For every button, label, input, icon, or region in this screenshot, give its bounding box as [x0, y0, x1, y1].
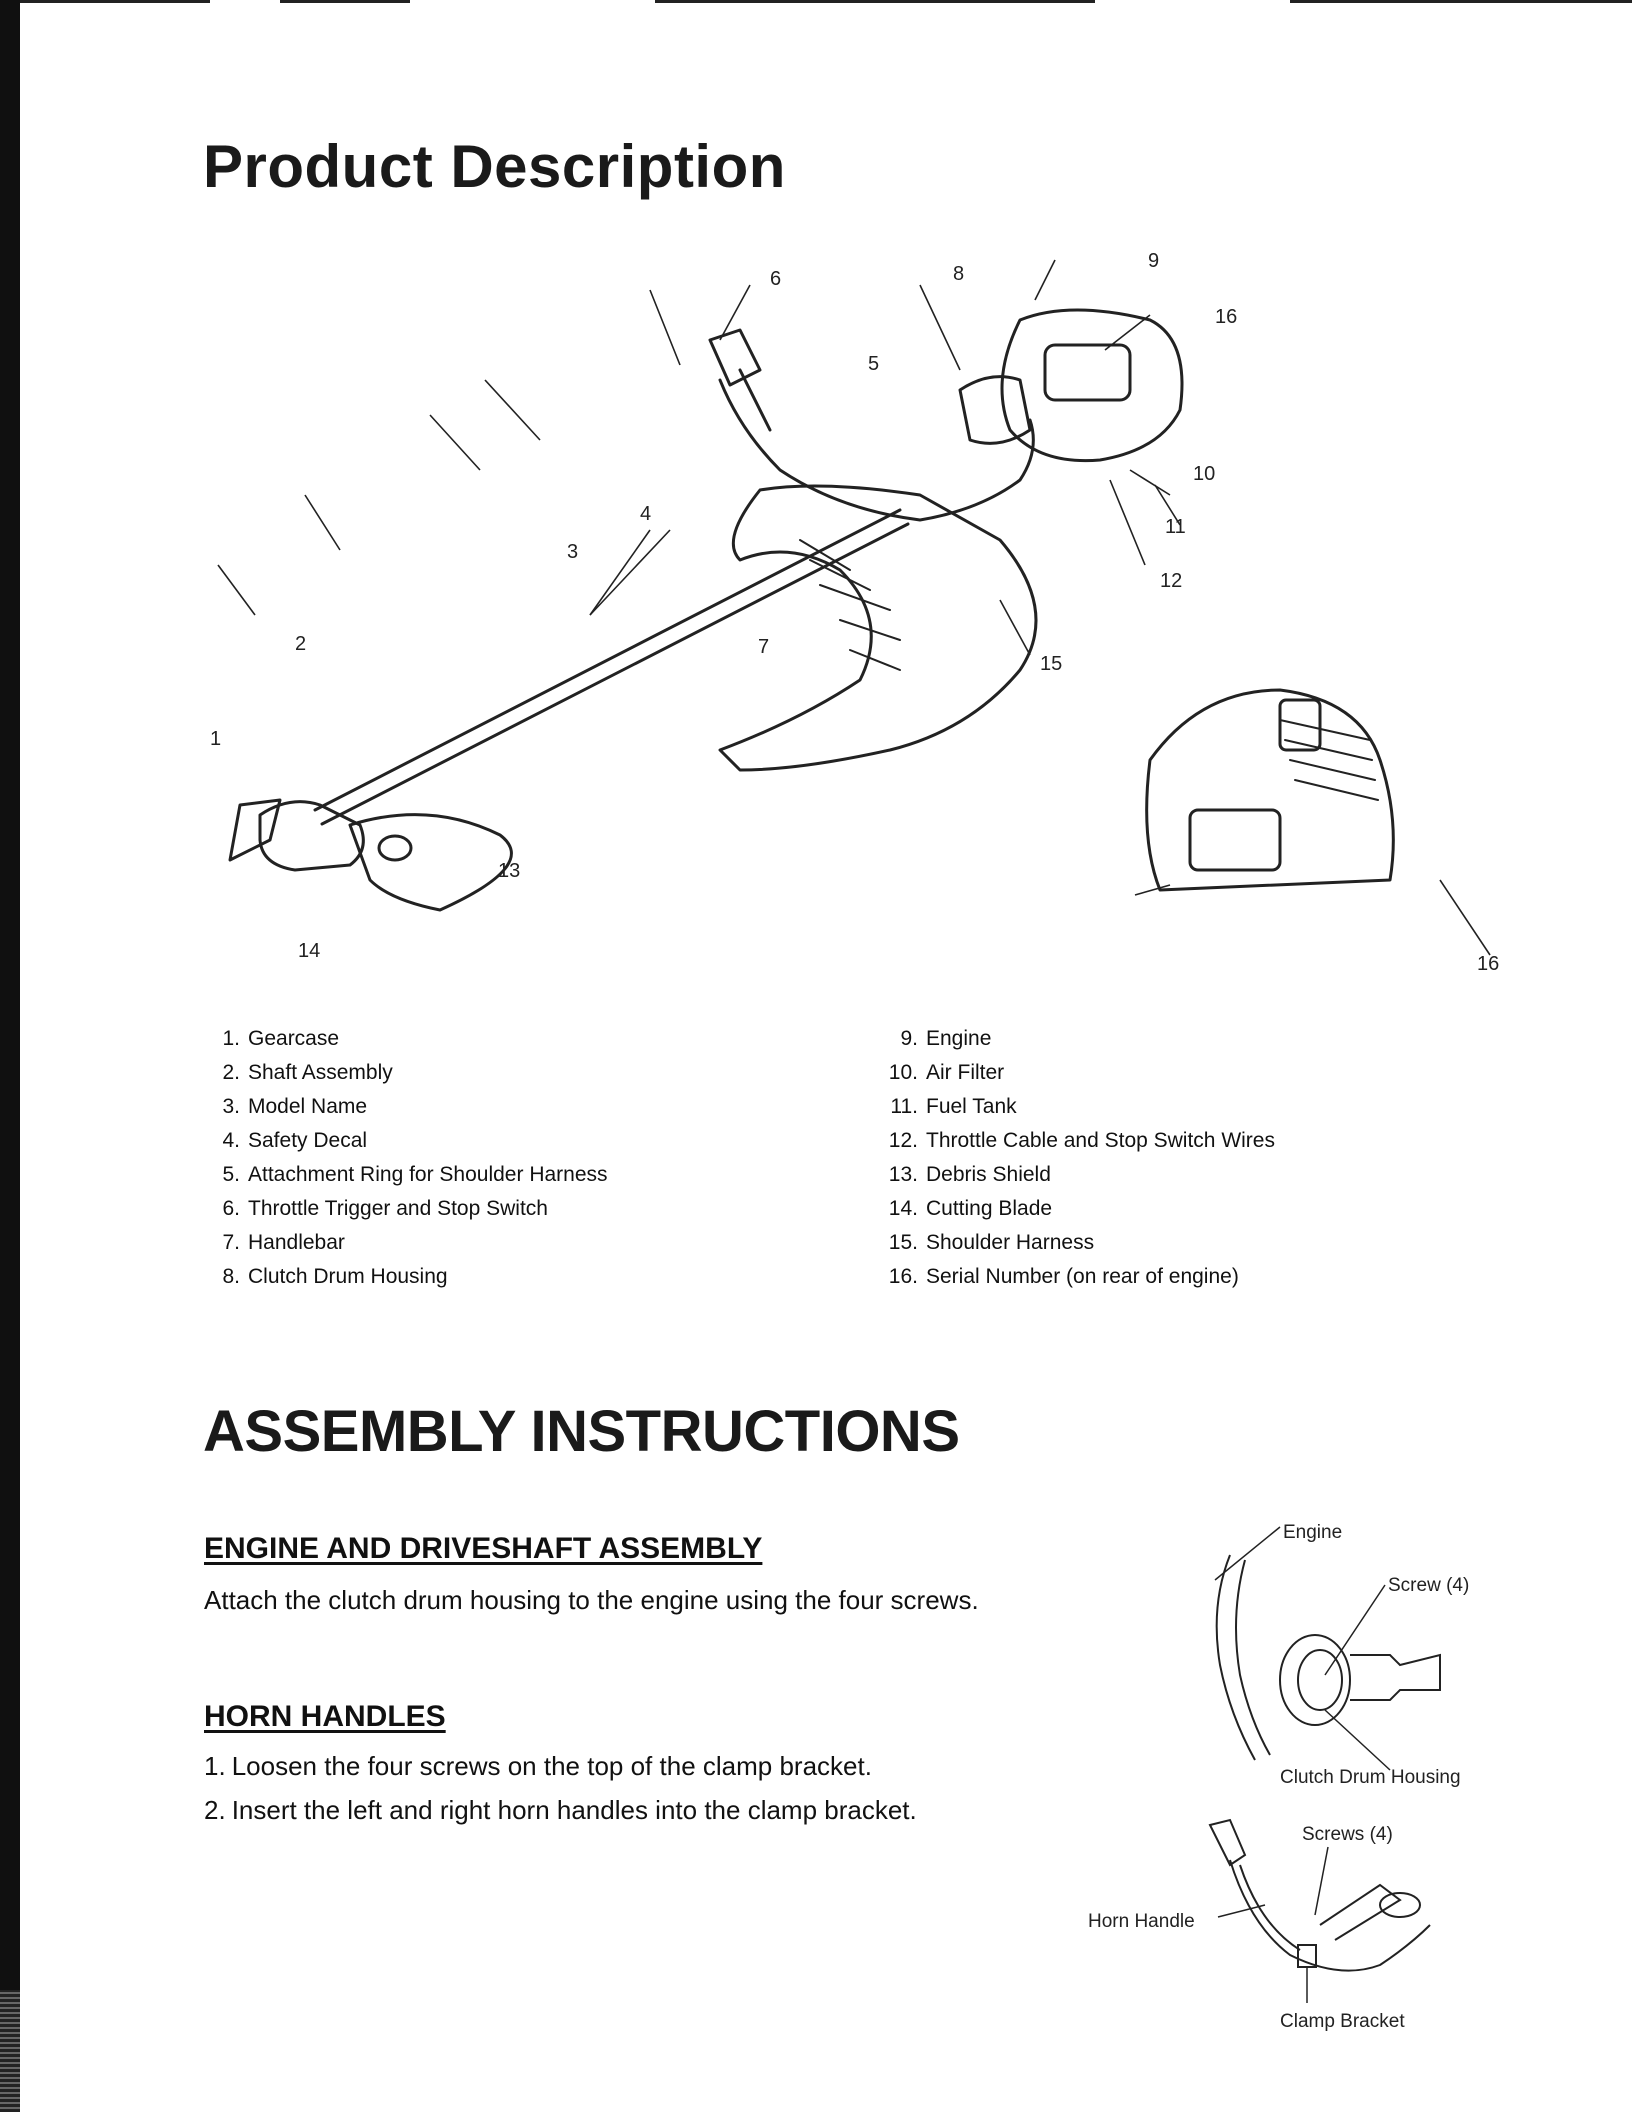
scan-top-line	[655, 0, 1095, 3]
step-number: 1.	[204, 1751, 226, 1781]
parts-list-left	[210, 1022, 608, 1294]
part-list-item	[210, 1192, 608, 1226]
scan-top-line	[1290, 0, 1632, 3]
step-text: Insert the left and right horn handles into the clamp bracket.	[231, 1795, 917, 1825]
part-list-item	[870, 1260, 1275, 1294]
screw-label: Screw (4)	[1388, 1575, 1470, 1596]
callout-6: 6	[770, 268, 782, 290]
step-text: Loosen the four screws on the top of the clamp bracket.	[231, 1751, 872, 1781]
part-name: Model Name	[248, 1095, 368, 1118]
engine-assembly-diagram	[1070, 1515, 1490, 1795]
part-list-item	[870, 1192, 1275, 1226]
part-number: 8.	[222, 1265, 240, 1288]
step-number: 2.	[204, 1795, 226, 1825]
part-name: Serial Number (on rear of engine)	[926, 1265, 1239, 1288]
part-name: Handlebar	[248, 1231, 345, 1254]
callout-4: 4	[640, 503, 652, 525]
part-name: Air Filter	[926, 1061, 1005, 1084]
part-name: Clutch Drum Housing	[248, 1265, 448, 1288]
instruction-step	[204, 1788, 917, 1832]
part-name: Throttle Cable and Stop Switch Wires	[926, 1129, 1275, 1152]
part-number: 15.	[888, 1231, 918, 1254]
callout-5: 5	[868, 353, 880, 375]
scan-top-line	[280, 0, 410, 3]
part-number: 10.	[888, 1061, 918, 1084]
part-list-item	[870, 1158, 1275, 1192]
callout-3: 3	[567, 541, 579, 563]
callout-16: 16	[1215, 306, 1238, 328]
part-list-item	[870, 1022, 1275, 1056]
horn-handle-diagram	[1080, 1805, 1500, 2040]
part-name: Debris Shield	[926, 1163, 1051, 1186]
parts-list-right	[870, 1022, 1275, 1294]
part-name: Throttle Trigger and Stop Switch	[248, 1197, 548, 1220]
callout-9: 9	[1148, 250, 1160, 272]
callout-10: 10	[1193, 463, 1216, 485]
part-number: 5.	[222, 1163, 240, 1186]
part-number: 1.	[222, 1027, 240, 1050]
clamp-bracket-label: Clamp Bracket	[1280, 2011, 1405, 2032]
part-list-item	[210, 1022, 608, 1056]
part-list-item	[210, 1056, 608, 1090]
scan-top-line	[20, 0, 210, 3]
part-number: 11.	[890, 1095, 918, 1118]
part-number: 14.	[888, 1197, 918, 1220]
callout-12: 12	[1160, 570, 1183, 592]
part-name: Cutting Blade	[926, 1197, 1053, 1220]
part-number: 13.	[888, 1163, 918, 1186]
engine-driveshaft-text: Attach the clutch drum housing to the engine using the four screws.	[204, 1585, 979, 1615]
part-number: 4.	[222, 1129, 240, 1152]
engine-driveshaft-heading: ENGINE AND DRIVESHAFT ASSEMBLY	[204, 1532, 763, 1565]
brushcutter-diagram	[200, 240, 1530, 980]
callout-8: 8	[953, 263, 965, 285]
part-list-item	[870, 1226, 1275, 1260]
scan-edge	[0, 0, 20, 2112]
horn-handles-steps	[204, 1744, 917, 1832]
part-list-item	[210, 1260, 608, 1294]
part-number: 12.	[888, 1129, 918, 1152]
part-number: 2.	[222, 1061, 240, 1084]
part-number: 7.	[222, 1231, 240, 1254]
product-description-title: Product Description	[203, 133, 786, 200]
screws-label: Screws (4)	[1302, 1824, 1393, 1845]
callout-2: 2	[295, 633, 307, 655]
part-list-item	[210, 1158, 608, 1192]
callout-15: 15	[1040, 653, 1063, 675]
part-name: Shoulder Harness	[926, 1231, 1095, 1254]
part-name: Safety Decal	[248, 1129, 368, 1152]
callout-11: 11	[1165, 516, 1186, 538]
part-number: 9.	[900, 1027, 918, 1050]
callout-16-detail: 16	[1477, 953, 1500, 975]
part-number: 16.	[888, 1265, 918, 1288]
part-list-item	[210, 1090, 608, 1124]
scan-edge-texture	[0, 1990, 20, 2112]
part-number: 3.	[222, 1095, 240, 1118]
part-list-item	[870, 1056, 1275, 1090]
part-list-item	[210, 1226, 608, 1260]
part-name: Fuel Tank	[926, 1095, 1017, 1118]
horn-handles-heading: HORN HANDLES	[204, 1700, 446, 1733]
instruction-step	[204, 1744, 917, 1788]
callout-14: 14	[298, 940, 321, 962]
engine-label: Engine	[1283, 1522, 1343, 1543]
part-name: Shaft Assembly	[248, 1061, 393, 1084]
part-list-item	[870, 1090, 1275, 1124]
part-name: Gearcase	[248, 1027, 340, 1050]
callout-1: 1	[210, 728, 222, 750]
part-list-item	[210, 1124, 608, 1158]
assembly-instructions-title: ASSEMBLY INSTRUCTIONS	[203, 1399, 960, 1464]
callout-7: 7	[758, 636, 770, 658]
part-name: Attachment Ring for Shoulder Harness	[248, 1163, 608, 1186]
part-name: Engine	[926, 1027, 992, 1050]
part-list-item	[870, 1124, 1275, 1158]
horn-handle-label: Horn Handle	[1088, 1911, 1195, 1932]
diagram-callouts	[210, 250, 1499, 975]
part-number: 6.	[222, 1197, 240, 1220]
callout-13: 13	[498, 860, 521, 882]
clutch-drum-housing-label: Clutch Drum Housing	[1280, 1767, 1461, 1788]
